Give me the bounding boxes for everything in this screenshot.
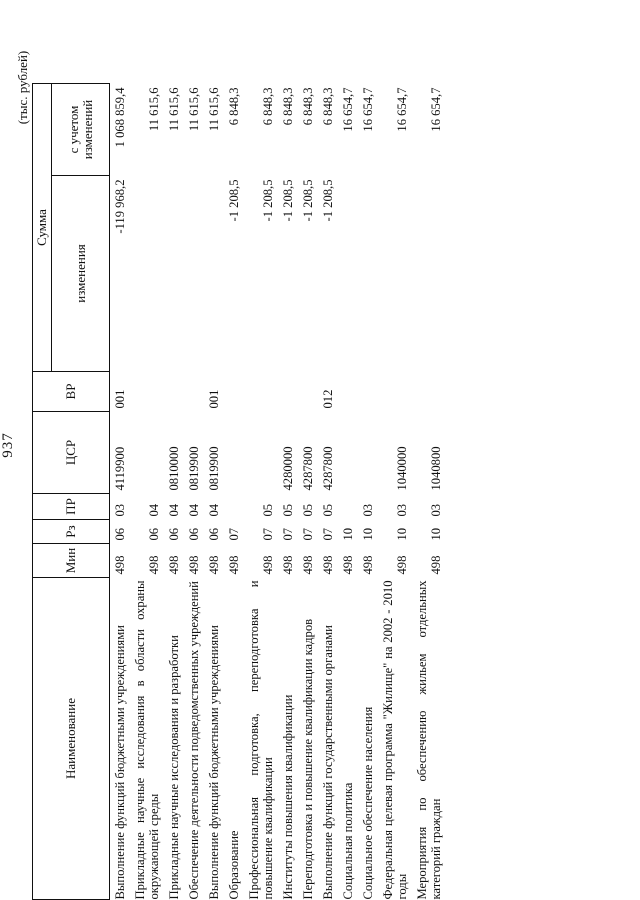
row-total: 6 848,3 [301,87,315,126]
table-body [110,84,447,900]
row-csr [224,412,244,494]
row-total: 11 615,6 [187,87,201,132]
row-change: -1 208,5 [301,179,315,222]
row-change [184,176,204,372]
table-row [184,84,204,900]
table-row [244,84,278,900]
row-name: Выполнение функций бюджетными учреждениями [113,625,127,900]
row-pr [338,494,358,520]
row-min: 498 [361,555,375,575]
row-min: 498 [281,555,295,575]
row-change [164,176,184,372]
row-name: Обеспечение деятельности подведомственных учреждений [187,581,201,900]
row-min: 498 [395,555,409,575]
row-vr: 001 [113,389,127,409]
row-name: Социальная политика [341,782,355,900]
row-total: 1 068 859,4 [113,87,127,148]
row-rz: 06 [207,527,221,541]
row-min: 498 [301,555,315,575]
row-vr [378,372,412,412]
row-csr: 4287800 [321,446,335,491]
row-csr: 1040800 [429,446,443,491]
row-total: 11 615,6 [167,87,181,132]
row-pr: 03 [113,503,127,517]
row-rz: 07 [301,527,315,541]
table-row [110,84,131,900]
row-change [412,176,446,372]
row-rz: 10 [361,527,375,541]
table-row [318,84,338,900]
row-change: -1 208,5 [281,179,295,222]
row-min: 498 [147,555,161,575]
row-vr [412,372,446,412]
row-pr [224,494,244,520]
row-name: Выполнение функций бюджетными учреждениями [207,625,221,900]
table-row [164,84,184,900]
row-change [130,176,164,372]
row-pr: 05 [321,503,335,517]
row-total: 11 615,6 [147,87,161,132]
row-pr: 03 [395,503,409,517]
table-row [358,84,378,900]
row-csr: 4287800 [301,446,315,491]
row-name: Федеральная целевая программа "Жилище" на 2002 - 2010 годы [381,580,409,900]
row-name: Выполнение функций государственными органами [321,625,335,900]
table-row [338,84,358,900]
row-total: 16 654,7 [395,87,409,132]
row-min: 498 [113,555,127,575]
units-label: (тыс. рублей) [15,50,30,125]
row-vr [244,372,278,412]
row-rz: 07 [261,527,275,541]
row-pr: 04 [207,503,221,517]
table-row [278,84,298,900]
row-name: Образование [227,830,241,900]
row-min: 498 [187,555,201,575]
row-min: 498 [227,555,241,575]
table-row [412,84,446,900]
row-vr [278,372,298,412]
row-vr [358,372,378,412]
header-sum: Сумма [33,84,52,372]
row-rz: 07 [321,527,335,541]
row-name: Мероприятия по обеспечению жильем отдельных категорий граждан [415,580,443,900]
row-csr: 4280000 [281,446,295,491]
table-row [130,84,164,900]
row-total: 16 654,7 [361,87,375,132]
budget-table [32,83,446,900]
row-csr [130,412,164,494]
row-rz: 10 [429,527,443,541]
row-min: 498 [207,555,221,575]
row-total: 16 654,7 [341,87,355,132]
table-row [224,84,244,900]
row-change: -1 208,5 [227,179,241,222]
header-name: Наименование [33,578,110,900]
row-csr: 0819900 [187,446,201,491]
row-min: 498 [167,555,181,575]
row-name: Переподготовка и повышение квалификации кадров [301,618,315,900]
row-vr: 012 [321,389,335,409]
row-pr: 05 [261,503,275,517]
row-total: 16 654,7 [429,87,443,132]
row-pr: 04 [147,503,161,517]
row-change: -1 208,5 [261,179,275,222]
row-rz: 10 [395,527,409,541]
header-min: Мин [33,544,110,578]
row-vr [224,372,244,412]
row-name: Институты повышения квалификации [281,694,295,900]
row-min: 498 [261,555,275,575]
row-change [338,176,358,372]
row-vr: 001 [207,389,221,409]
row-name: Социальное обеспечение населения [361,706,375,900]
row-vr [298,372,318,412]
row-vr [130,372,164,412]
table-row [204,84,224,900]
row-pr: 05 [281,503,295,517]
row-name: Прикладные научные исследования в области охраны окружающей среды [133,580,161,900]
header-csr: ЦСР [33,412,110,494]
row-change [378,176,412,372]
row-csr: 0819900 [207,446,221,491]
row-pr: 05 [301,503,315,517]
row-csr: 4119900 [113,446,127,491]
row-csr [358,412,378,494]
page-number: 937 [0,432,16,458]
row-min: 498 [341,555,355,575]
row-change [358,176,378,372]
row-min: 498 [429,555,443,575]
row-name: Профессиональная подготовка, переподготовка и повышение квалификации [247,580,275,900]
row-rz: 06 [113,527,127,541]
row-rz: 07 [227,527,241,541]
row-pr: 03 [429,503,443,517]
row-pr: 03 [361,503,375,517]
header-vr: ВР [33,372,110,412]
row-total: 6 848,3 [227,87,241,126]
header-change: изменения [52,176,110,372]
row-pr: 04 [187,503,201,517]
header-with-changes: с учетом изменений [52,84,110,176]
row-total: 11 615,6 [207,87,221,132]
row-rz: 06 [187,527,201,541]
row-total: 6 848,3 [261,87,275,126]
row-total: 6 848,3 [321,87,335,126]
row-csr [244,412,278,494]
row-change: -1 208,5 [321,179,335,222]
row-total: 6 848,3 [281,87,295,126]
row-vr [164,372,184,412]
row-csr [338,412,358,494]
row-rz: 07 [281,527,295,541]
table-row [378,84,412,900]
row-rz: 06 [167,527,181,541]
table-row [298,84,318,900]
row-csr: 0810000 [167,446,181,491]
header-pr: ПР [33,494,110,520]
row-rz: 06 [147,527,161,541]
header-rz: Рз [33,520,110,544]
row-change: -119 968,2 [113,179,127,234]
row-change [204,176,224,372]
row-pr: 04 [167,503,181,517]
row-vr [184,372,204,412]
row-min: 498 [321,555,335,575]
row-vr [338,372,358,412]
row-csr: 1040000 [395,446,409,491]
row-rz: 10 [341,527,355,541]
row-name: Прикладные научные исследования и разработки [167,635,181,900]
